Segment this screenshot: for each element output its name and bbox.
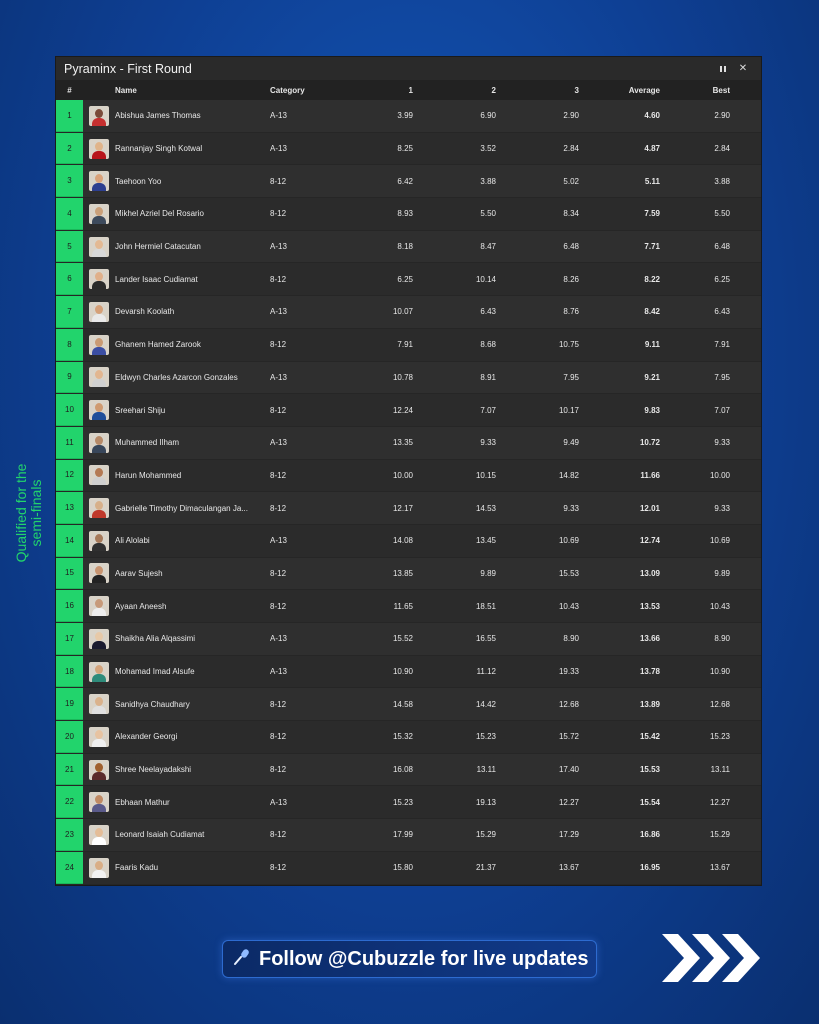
category-cell: 8-12 xyxy=(270,209,287,219)
table-row[interactable] xyxy=(56,525,761,558)
competitor-name[interactable]: John Hermiel Catacutan xyxy=(115,242,201,252)
avatar xyxy=(89,171,109,191)
best-cell: 6.43 xyxy=(714,307,730,317)
average-cell: 13.09 xyxy=(639,568,660,578)
avatar-cell xyxy=(83,727,115,747)
avatar-cell xyxy=(83,563,115,583)
table-row[interactable] xyxy=(56,263,761,296)
best-cell: 10.43 xyxy=(709,601,730,611)
avatar xyxy=(89,825,109,845)
attempt-1-cell: 16.08 xyxy=(392,765,413,775)
competitor-name[interactable]: Sreehari Shiju xyxy=(115,405,166,415)
category-cell: A-13 xyxy=(270,242,287,252)
avatar-cell xyxy=(83,269,115,289)
avatar-cell xyxy=(83,237,115,257)
category-cell: A-13 xyxy=(270,438,287,448)
attempt-3-cell: 9.33 xyxy=(563,503,579,513)
category-cell: A-13 xyxy=(270,372,287,382)
attempt-1-cell: 10.07 xyxy=(392,307,413,317)
attempt-2-cell: 3.52 xyxy=(480,144,496,154)
avatar xyxy=(89,269,109,289)
best-cell: 7.95 xyxy=(714,372,730,382)
best-cell: 13.67 xyxy=(709,863,730,873)
attempt-2-cell: 21.37 xyxy=(475,863,496,873)
attempt-3-cell: 14.82 xyxy=(558,470,579,480)
table-row[interactable] xyxy=(56,786,761,819)
attempt-2-cell: 18.51 xyxy=(475,601,496,611)
category-cell: 8-12 xyxy=(270,568,287,578)
rank-cell: 14 xyxy=(56,525,83,557)
attempt-3-cell: 12.27 xyxy=(558,797,579,807)
attempt-2-cell: 10.15 xyxy=(475,470,496,480)
attempt-3-cell: 10.17 xyxy=(558,405,579,415)
attempt-3-cell: 9.49 xyxy=(563,438,579,448)
table-row[interactable] xyxy=(56,362,761,395)
avatar-cell xyxy=(83,596,115,616)
attempt-1-cell: 13.35 xyxy=(392,438,413,448)
attempt-2-cell: 10.14 xyxy=(475,274,496,284)
table-row[interactable] xyxy=(56,165,761,198)
competitor-name[interactable]: Leonard Isaiah Cudiamat xyxy=(115,830,205,840)
attempt-2-cell: 13.11 xyxy=(476,765,496,775)
column-header-rank[interactable]: # xyxy=(67,86,72,95)
average-cell: 7.71 xyxy=(644,242,660,252)
competitor-name[interactable]: Harun Mohammed xyxy=(115,470,182,480)
rank-cell: 6 xyxy=(56,263,83,295)
avatar-cell xyxy=(83,204,115,224)
best-cell: 12.68 xyxy=(709,699,730,709)
competitor-name[interactable]: Gabrielle Timothy Dimaculangan Ja... xyxy=(115,503,248,513)
avatar-cell xyxy=(83,139,115,159)
follow-banner[interactable] xyxy=(222,940,597,978)
table-row[interactable] xyxy=(56,623,761,656)
average-cell: 15.42 xyxy=(639,732,660,742)
category-cell: 8-12 xyxy=(270,470,287,480)
attempt-3-cell: 8.90 xyxy=(563,634,579,644)
attempt-3-cell: 17.40 xyxy=(558,765,579,775)
average-cell: 9.83 xyxy=(644,405,660,415)
avatar xyxy=(89,433,109,453)
attempt-2-cell: 6.43 xyxy=(480,307,496,317)
avatar xyxy=(89,596,109,616)
attempt-1-cell: 14.58 xyxy=(392,699,413,709)
column-header-attempt-2[interactable]: 2 xyxy=(491,86,496,95)
category-cell: A-13 xyxy=(270,536,287,546)
competitor-name[interactable]: Faaris Kadu xyxy=(115,863,159,873)
avatar xyxy=(89,204,109,224)
avatar xyxy=(89,662,109,682)
competitor-name[interactable]: Devarsh Koolath xyxy=(115,307,175,317)
avatar xyxy=(89,139,109,159)
best-cell: 10.69 xyxy=(709,536,730,546)
best-cell: 9.33 xyxy=(714,438,730,448)
table-row[interactable] xyxy=(56,852,761,885)
rank-cell: 11 xyxy=(56,427,83,459)
best-cell: 8.90 xyxy=(714,634,730,644)
table-row[interactable] xyxy=(56,427,761,460)
attempt-1-cell: 17.99 xyxy=(392,830,413,840)
attempt-2-cell: 15.23 xyxy=(475,732,496,742)
competitor-name[interactable]: Abishua James Thomas xyxy=(115,111,201,121)
avatar-cell xyxy=(83,662,115,682)
competitor-name[interactable]: Shree Neelayadakshi xyxy=(115,765,192,775)
avatar-cell xyxy=(83,302,115,322)
rank-cell: 7 xyxy=(56,296,83,328)
rank-cell: 2 xyxy=(56,133,83,165)
avatar xyxy=(89,367,109,387)
average-cell: 16.86 xyxy=(639,830,660,840)
table-row[interactable] xyxy=(56,754,761,787)
category-cell: A-13 xyxy=(270,797,287,807)
rank-cell: 15 xyxy=(56,558,83,590)
average-cell: 7.59 xyxy=(644,209,660,219)
avatar xyxy=(89,694,109,714)
avatar xyxy=(89,302,109,322)
avatar xyxy=(89,465,109,485)
avatar xyxy=(89,792,109,812)
best-cell: 5.50 xyxy=(714,209,730,219)
attempt-3-cell: 15.72 xyxy=(558,732,579,742)
avatar-cell xyxy=(83,433,115,453)
avatar xyxy=(89,237,109,257)
microphone-icon xyxy=(233,948,251,971)
attempt-1-cell: 14.08 xyxy=(392,536,413,546)
category-cell: 8-12 xyxy=(270,274,287,284)
rank-cell: 24 xyxy=(56,852,83,884)
rank-cell: 18 xyxy=(56,656,83,688)
attempt-2-cell: 14.42 xyxy=(475,699,496,709)
avatar-cell xyxy=(83,498,115,518)
best-cell: 13.11 xyxy=(710,765,730,775)
avatar-cell xyxy=(83,760,115,780)
column-header-category[interactable]: Category xyxy=(270,86,305,95)
best-cell: 2.90 xyxy=(714,111,730,121)
attempt-3-cell: 8.34 xyxy=(563,209,579,219)
next-arrows-icon[interactable] xyxy=(660,932,764,984)
competitor-name[interactable]: Eldwyn Charles Azarcon Gonzales xyxy=(115,372,238,382)
category-cell: 8-12 xyxy=(270,405,287,415)
best-cell: 3.88 xyxy=(714,176,730,186)
best-cell: 2.84 xyxy=(714,144,730,154)
column-header-name[interactable]: Name xyxy=(115,86,137,95)
table-header xyxy=(56,81,761,100)
competitor-name[interactable]: Ebhaan Mathur xyxy=(115,797,170,807)
category-cell: A-13 xyxy=(270,667,287,677)
qualified-label-container xyxy=(12,455,52,575)
competitor-name[interactable]: Ghanem Hamed Zarook xyxy=(115,340,201,350)
rank-cell: 23 xyxy=(56,819,83,851)
attempt-3-cell: 17.29 xyxy=(558,830,579,840)
avatar-cell xyxy=(83,531,115,551)
average-cell: 13.66 xyxy=(639,634,660,644)
best-cell: 15.23 xyxy=(709,732,730,742)
attempt-1-cell: 3.99 xyxy=(397,111,413,121)
average-cell: 11.66 xyxy=(640,470,660,480)
avatar xyxy=(89,498,109,518)
attempt-3-cell: 2.90 xyxy=(563,111,579,121)
category-cell: 8-12 xyxy=(270,830,287,840)
rank-cell: 9 xyxy=(56,362,83,394)
attempt-1-cell: 8.18 xyxy=(397,242,413,252)
rank-cell: 3 xyxy=(56,165,83,197)
avatar-cell xyxy=(83,106,115,126)
average-cell: 13.89 xyxy=(639,699,660,709)
average-cell: 12.01 xyxy=(639,503,660,513)
avatar-cell xyxy=(83,858,115,878)
attempt-1-cell: 7.91 xyxy=(397,340,413,350)
attempt-2-cell: 9.33 xyxy=(480,438,496,448)
competitor-name[interactable]: Alexander Georgi xyxy=(115,732,178,742)
attempt-2-cell: 19.13 xyxy=(475,797,496,807)
avatar-cell xyxy=(83,400,115,420)
average-cell: 4.87 xyxy=(644,144,660,154)
category-cell: 8-12 xyxy=(270,176,287,186)
avatar xyxy=(89,531,109,551)
qualified-label: Qualified for the semi-finals xyxy=(13,463,44,563)
competitor-name[interactable]: Mohamad Imad Alsufe xyxy=(115,667,195,677)
best-cell: 9.33 xyxy=(714,503,730,513)
attempt-3-cell: 5.02 xyxy=(563,176,579,186)
avatar-cell xyxy=(83,335,115,355)
attempt-1-cell: 8.93 xyxy=(397,209,413,219)
competitor-name[interactable]: Aarav Sujesh xyxy=(115,568,163,578)
attempt-2-cell: 13.45 xyxy=(475,536,496,546)
competitor-name[interactable]: Sanidhya Chaudhary xyxy=(115,699,190,709)
table-row[interactable] xyxy=(56,688,761,721)
average-cell: 13.53 xyxy=(639,601,660,611)
table-row[interactable] xyxy=(56,231,761,264)
rank-cell: 17 xyxy=(56,623,83,655)
attempt-2-cell: 14.53 xyxy=(475,503,496,513)
attempt-1-cell: 12.24 xyxy=(392,405,413,415)
table-row[interactable] xyxy=(56,721,761,754)
category-cell: 8-12 xyxy=(270,765,287,775)
attempt-1-cell: 8.25 xyxy=(397,144,413,154)
avatar-cell xyxy=(83,171,115,191)
window-controls xyxy=(717,63,761,75)
best-cell: 9.89 xyxy=(714,568,730,578)
attempt-3-cell: 10.43 xyxy=(558,601,579,611)
best-cell: 7.91 xyxy=(714,340,730,350)
column-header-attempt-1[interactable]: 1 xyxy=(408,86,413,95)
competitor-name[interactable]: Taehoon Yoo xyxy=(115,176,162,186)
avatar xyxy=(89,858,109,878)
table-row[interactable] xyxy=(56,492,761,525)
attempt-1-cell: 10.00 xyxy=(392,470,413,480)
attempt-3-cell: 15.53 xyxy=(558,568,579,578)
avatar xyxy=(89,400,109,420)
column-header-average[interactable]: Average xyxy=(628,86,660,95)
average-cell: 16.95 xyxy=(639,863,660,873)
average-cell: 9.21 xyxy=(644,372,660,382)
category-cell: 8-12 xyxy=(270,732,287,742)
average-cell: 4.60 xyxy=(644,111,660,121)
category-cell: A-13 xyxy=(270,307,287,317)
best-cell: 6.48 xyxy=(714,242,730,252)
rank-cell: 22 xyxy=(56,786,83,818)
avatar xyxy=(89,727,109,747)
average-cell: 8.42 xyxy=(644,307,660,317)
attempt-3-cell: 10.75 xyxy=(558,340,579,350)
table-row[interactable] xyxy=(56,329,761,362)
competitor-name[interactable]: Lander Isaac Cudiamat xyxy=(115,274,198,284)
category-cell: 8-12 xyxy=(270,863,287,873)
average-cell: 9.11 xyxy=(644,340,660,350)
avatar xyxy=(89,629,109,649)
table-row[interactable] xyxy=(56,296,761,329)
table-row[interactable] xyxy=(56,394,761,427)
category-cell: A-13 xyxy=(270,111,287,121)
avatar xyxy=(89,106,109,126)
table-row[interactable] xyxy=(56,198,761,231)
table-row[interactable] xyxy=(56,819,761,852)
category-cell: A-13 xyxy=(270,634,287,644)
attempt-3-cell: 12.68 xyxy=(558,699,579,709)
follow-text: Follow @Cubuzzle for live updates xyxy=(259,947,589,970)
rank-cell: 12 xyxy=(56,460,83,492)
avatar-cell xyxy=(83,792,115,812)
best-cell: 10.90 xyxy=(709,667,730,677)
rank-cell: 21 xyxy=(56,754,83,786)
attempt-2-cell: 15.29 xyxy=(475,830,496,840)
attempt-3-cell: 8.26 xyxy=(563,274,579,284)
rank-cell: 10 xyxy=(56,394,83,426)
table-row[interactable] xyxy=(56,558,761,591)
attempt-1-cell: 12.17 xyxy=(392,503,413,513)
competitor-name[interactable]: Ayaan Aneesh xyxy=(115,601,167,611)
rank-cell: 19 xyxy=(56,688,83,720)
results-window xyxy=(56,57,761,885)
competitor-name[interactable]: Rannanjay Singh Kotwal xyxy=(115,144,203,154)
avatar-cell xyxy=(83,629,115,649)
competitor-name[interactable]: Shaikha Alia Alqassimi xyxy=(115,634,196,644)
attempt-2-cell: 11.12 xyxy=(476,667,496,677)
avatar xyxy=(89,760,109,780)
rank-cell: 16 xyxy=(56,590,83,622)
window-titlebar xyxy=(56,57,761,81)
category-cell: 8-12 xyxy=(270,503,287,513)
competitor-name[interactable]: Ali Alolabi xyxy=(115,536,150,546)
avatar xyxy=(89,335,109,355)
attempt-2-cell: 9.89 xyxy=(480,568,496,578)
average-cell: 15.53 xyxy=(639,765,660,775)
rank-cell: 13 xyxy=(56,492,83,524)
category-cell: 8-12 xyxy=(270,699,287,709)
table-row[interactable] xyxy=(56,100,761,133)
category-cell: 8-12 xyxy=(270,340,287,350)
competitor-name[interactable]: Mikhel Azriel Del Rosario xyxy=(115,209,204,219)
window-title: Pyraminx - First Round xyxy=(64,61,192,76)
rank-cell: 1 xyxy=(56,100,83,132)
best-cell: 15.29 xyxy=(709,830,730,840)
attempt-1-cell: 10.78 xyxy=(392,372,413,382)
avatar-cell xyxy=(83,465,115,485)
attempt-1-cell: 15.52 xyxy=(392,634,413,644)
attempt-1-cell: 15.80 xyxy=(392,863,413,873)
attempt-1-cell: 6.42 xyxy=(397,176,413,186)
best-cell: 12.27 xyxy=(709,797,730,807)
rank-cell: 5 xyxy=(56,231,83,263)
rank-cell: 20 xyxy=(56,721,83,753)
attempt-1-cell: 10.90 xyxy=(392,667,413,677)
table-row[interactable] xyxy=(56,590,761,623)
category-cell: A-13 xyxy=(270,144,287,154)
attempt-3-cell: 6.48 xyxy=(563,242,579,252)
close-icon[interactable]: ✕ xyxy=(738,63,748,74)
attempt-1-cell: 15.32 xyxy=(392,732,413,742)
column-header-best[interactable]: Best xyxy=(712,86,730,95)
attempt-2-cell: 3.88 xyxy=(480,176,496,186)
best-cell: 6.25 xyxy=(714,274,730,284)
attempt-3-cell: 13.67 xyxy=(558,863,579,873)
attempt-3-cell: 2.84 xyxy=(563,144,579,154)
average-cell: 5.11 xyxy=(644,176,660,186)
competitor-name[interactable]: Muhammed Ilham xyxy=(115,438,180,448)
attempt-3-cell: 19.33 xyxy=(558,667,579,677)
attempt-2-cell: 7.07 xyxy=(480,405,496,415)
attempt-2-cell: 16.55 xyxy=(475,634,496,644)
attempt-3-cell: 7.95 xyxy=(563,372,579,382)
pause-icon[interactable] xyxy=(717,63,729,75)
attempt-2-cell: 5.50 xyxy=(480,209,496,219)
table-row[interactable] xyxy=(56,133,761,166)
avatar-cell xyxy=(83,694,115,714)
avatar-cell xyxy=(83,825,115,845)
column-header-attempt-3[interactable]: 3 xyxy=(574,86,579,95)
best-cell: 10.00 xyxy=(709,470,730,480)
attempt-2-cell: 8.47 xyxy=(480,242,496,252)
attempt-1-cell: 15.23 xyxy=(392,797,413,807)
attempt-2-cell: 8.68 xyxy=(480,340,496,350)
average-cell: 13.78 xyxy=(639,667,660,677)
attempt-1-cell: 13.85 xyxy=(392,568,413,578)
attempt-3-cell: 8.76 xyxy=(563,307,579,317)
attempt-1-cell: 11.65 xyxy=(393,601,413,611)
avatar xyxy=(89,563,109,583)
average-cell: 8.22 xyxy=(644,274,660,284)
attempt-2-cell: 8.91 xyxy=(480,372,496,382)
rank-cell: 4 xyxy=(56,198,83,230)
table-row[interactable] xyxy=(56,656,761,689)
attempt-1-cell: 6.25 xyxy=(397,274,413,284)
attempt-2-cell: 6.90 xyxy=(480,111,496,121)
average-cell: 10.72 xyxy=(639,438,660,448)
table-row[interactable] xyxy=(56,460,761,493)
best-cell: 7.07 xyxy=(714,405,730,415)
avatar-cell xyxy=(83,367,115,387)
category-cell: 8-12 xyxy=(270,601,287,611)
rank-cell: 8 xyxy=(56,329,83,361)
average-cell: 15.54 xyxy=(639,797,660,807)
results-table-body xyxy=(56,100,761,885)
attempt-3-cell: 10.69 xyxy=(558,536,579,546)
average-cell: 12.74 xyxy=(639,536,660,546)
